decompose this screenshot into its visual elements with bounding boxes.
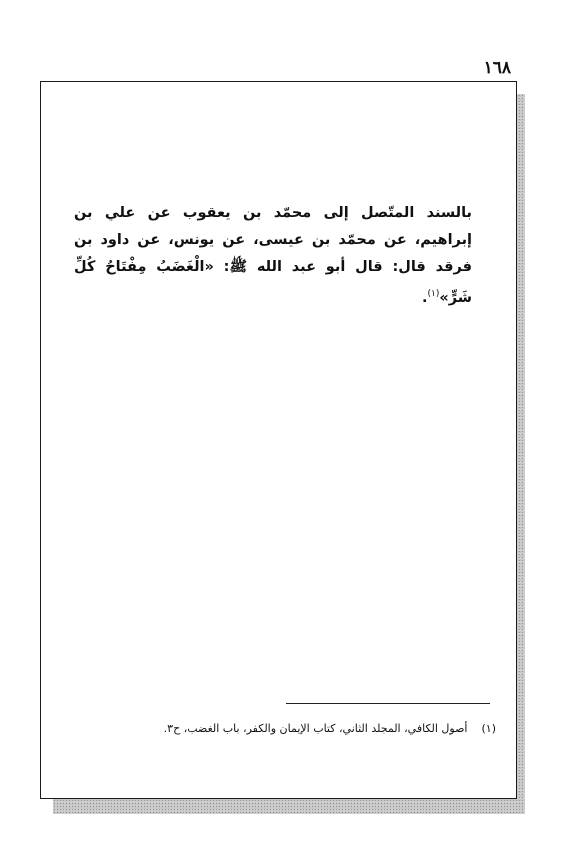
footnote-reference: (١): [427, 289, 440, 299]
page-number: ١٦٨: [483, 58, 511, 78]
footnote-marker: (١): [481, 722, 496, 735]
page-frame: [40, 81, 517, 799]
hadith-text: بالسند المتّصل إلى محمّد بن يعقوب عن علي بن إبراهيم، عن محمّد بن عيسى، عن يونس، عن داود بن فرقد قال: قال أبو عبد الله ﷺ: «الْغَضَبُ مِفْتَاحُ كُلِّ شَرٍّ»: [74, 205, 472, 306]
footnote-separator: [286, 703, 490, 704]
end-punctuation: .: [421, 289, 428, 306]
hadith-paragraph: [74, 200, 472, 312]
footnote-text: أصول الكافي، المجلد الثاني، كتاب الإيمان والكفر، باب الغضب، ح٣.: [163, 722, 468, 735]
footnote: [84, 722, 496, 735]
